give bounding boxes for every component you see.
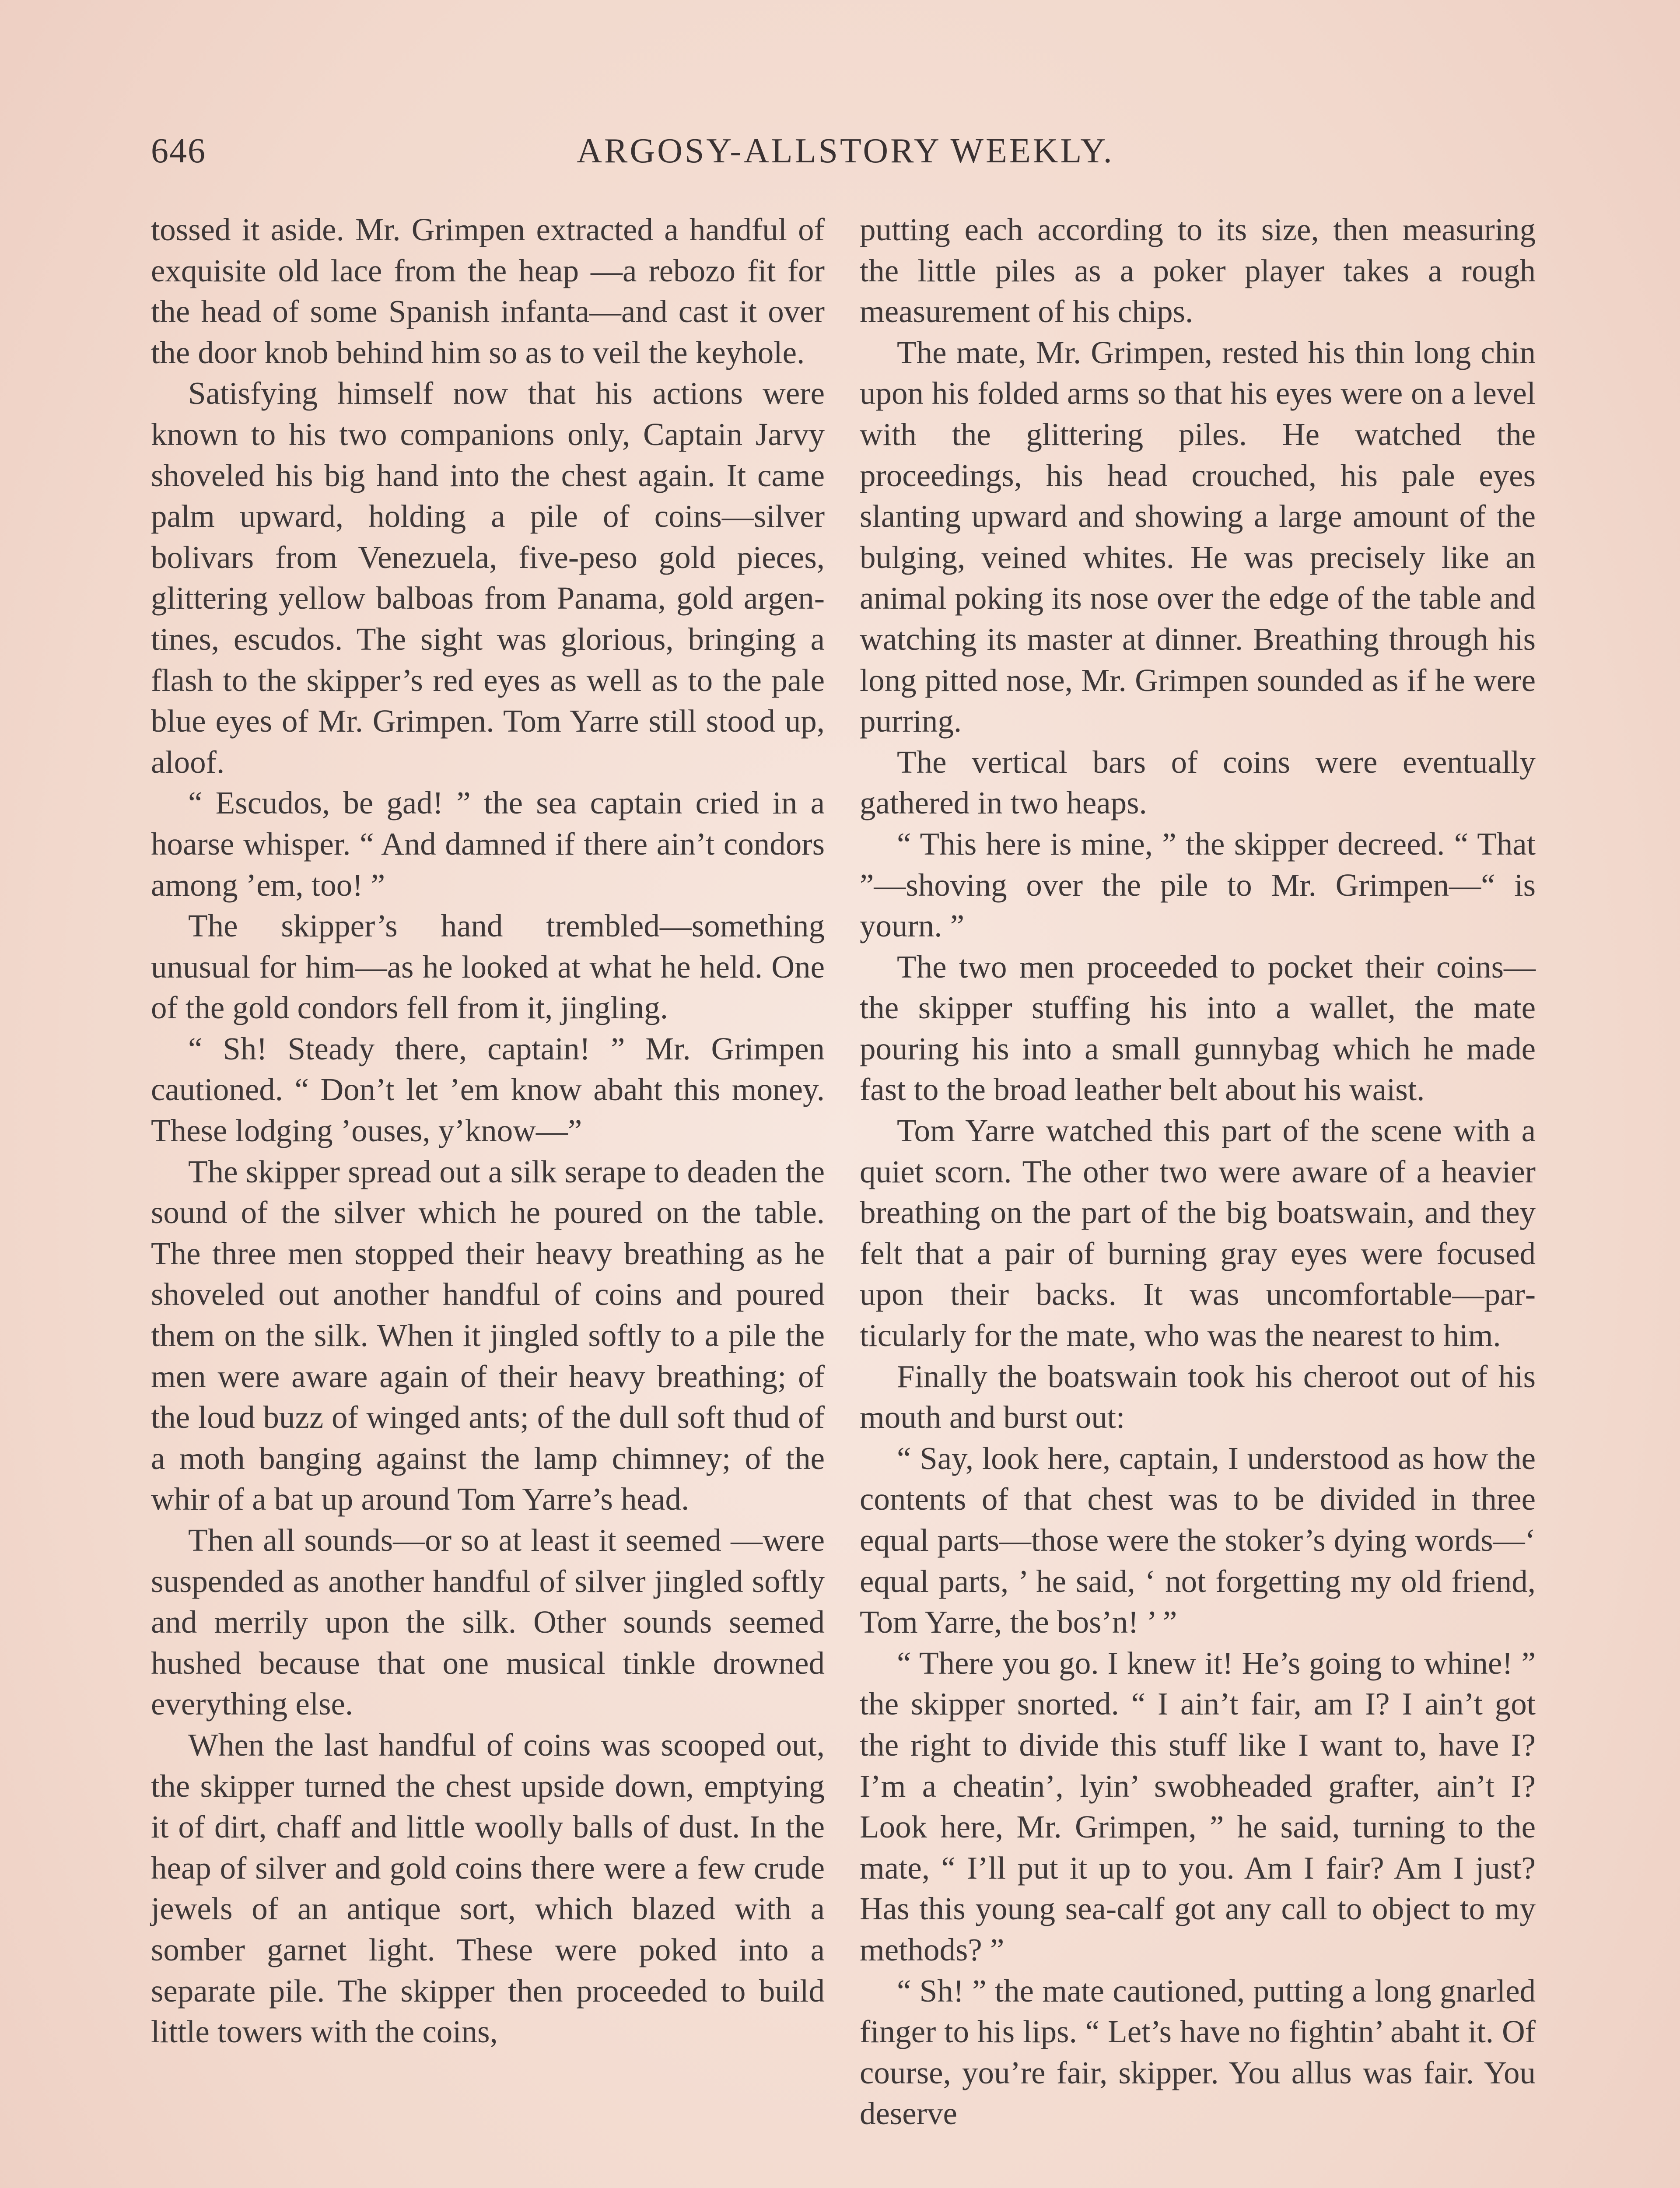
paragraph: The two men proceeded to pocket their coins—the skipper stuffing his into a wallet, the mate pouring his into a small gunnybag which he made fast to the broad leather belt about his waist.: [860, 949, 1536, 1108]
page-number: 646: [151, 132, 206, 170]
page-header: [151, 131, 1540, 179]
paragraph: “ There you go. I knew it! He’s going to whine! ” the skipper snorted. “ I ain’t fair, am I? I ain’t got the right to divide this stuff like I want to, have I? I’m a cheatin’, lyin’ swobheaded grafter, ain’t I? Look here, Mr. Grimpen, ” he said, turning to the mate, “ I’ll put it up to you. Am I fair? Am I just? Has this young sea-calf got any call to object to my methods? ”: [860, 1645, 1536, 1967]
paragraph: “ Sh! Steady there, captain! ” Mr. Grimpen cautioned. “ Don’t let ’em know abaht this money. These lodging ’ouses, y’know—”: [151, 1031, 825, 1149]
paragraph: “ Sh! ” the mate cautioned, putting a long gnarled finger to his lips. “ Let’s have no fightin’ abaht it. Of course, you’re fair, skipper. You allus was fair. You deserve: [860, 1973, 1536, 2132]
left-column: [151, 209, 825, 2052]
running-title: ARGOSY-ALLSTORY WEEKLY.: [577, 132, 1114, 170]
paragraph: The skipper spread out a silk serape to deaden the sound of the silver which he poured on the table. The three men stopped their heavy breathing as he shoveled out another handful of coins and poured them on the silk. When it jingled softly to a pile the men were aware again of their heavy breathing; of the loud buzz of winged ants; of the dull soft thud of a moth banging against the lamp chimney; of the whir of a bat up around Tom Yarre’s head.: [151, 1154, 825, 1517]
paragraph: The vertical bars of coins were eventually gathered in two heaps.: [860, 744, 1536, 821]
paragraph: The mate, Mr. Grimpen, rested his thin long chin upon his folded arms so that his eyes were on a level with the glittering piles. He watched the proceedings, his head crouched, his pale eyes slanting upward and showing a large amount of the bulging, veined whites. He was precisely like an animal poking its nose over the edge of the table and watching its master at dinner. Breathing through his long pitted nose, Mr. Grimpen sounded as if he were purring.: [860, 334, 1536, 739]
paragraph: “ This here is mine, ” the skipper decreed. “ That ”—shoving over the pile to Mr. Grimpen—“ is yourn. ”: [860, 826, 1536, 944]
paragraph: Finally the boatswain took his cheroot out of his mouth and burst out:: [860, 1358, 1536, 1435]
paragraph: Satisfying himself now that his actions were known to his two companions only, Captain Jarvy shoveled his big hand into the chest again. It came palm upward, holding a pile of coins—silver bolivars from Venezuela, five-peso gold pieces, glittering yellow balboas from Panama, gold argentines, escudos. The sight was glorious, bringing a flash to the skipper’s red eyes as well as to the pale blue eyes of Mr. Grimpen. Tom Yarre still stood up, aloof.: [151, 375, 825, 780]
paragraph: Tom Yarre watched this part of the scene with a quiet scorn. The other two were aware of a heavier breathing on the part of the big boatswain, and they felt that a pair of burning gray eyes were focused upon their backs. It was uncomfortable—particularly for the mate, who was the nearest to him.: [860, 1113, 1536, 1353]
paragraph: When the last handful of coins was scooped out, the skipper turned the chest upside down, emptying it of dirt, chaff and little woolly balls of dust. In the heap of silver and gold coins there were a few crude jewels of an antique sort, which blazed with a somber garnet light. These were poked into a separate pile. The skipper then proceeded to build little towers with the coins,: [151, 1727, 825, 2050]
paragraph: “ Escudos, be gad! ” the sea captain cried in a hoarse whisper. “ And damned if there ain’t condors among ’em, too! ”: [151, 785, 825, 903]
paragraph: The skipper’s hand trembled—something unusual for him—as he looked at what he held. One of the gold condors fell from it, jingling.: [151, 908, 825, 1026]
right-column: [860, 209, 1536, 2134]
paragraph: “ Say, look here, captain, I understood as how the contents of that chest was to be divided in three equal parts—those were the stoker’s dying words—‘ equal parts, ’ he said, ‘ not forgetting my old friend, Tom Yarre, the bos’n! ’ ”: [860, 1440, 1536, 1640]
paragraph: putting each according to its size, then measuring the little piles as a poker player takes a rough measurement of his chips.: [860, 212, 1536, 330]
paragraph: Then all sounds—or so at least it seemed —were suspended as another handful of silver jingled softly and merrily upon the silk. Other sounds seemed hushed because that one musical tinkle drowned everything else.: [151, 1522, 825, 1722]
paragraph: tossed it aside. Mr. Grimpen extracted a handful of exquisite old lace from the heap —a rebozo fit for the head of some Spanish infanta—and cast it over the door knob behind him so as to veil the keyhole.: [151, 212, 825, 370]
